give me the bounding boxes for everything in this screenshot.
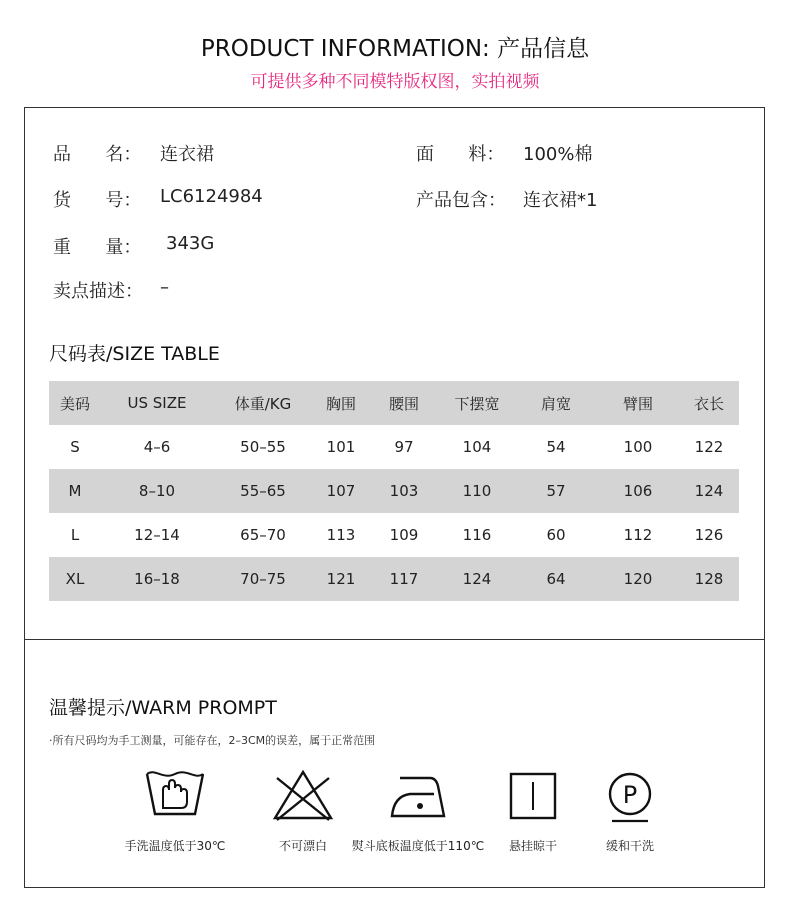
table-cell: 4–6 bbox=[143, 438, 171, 456]
table-cell: 55–65 bbox=[213, 469, 313, 513]
fabric-label: 面 料： bbox=[416, 144, 505, 165]
table-cell: 110 bbox=[439, 469, 515, 513]
no-bleach-label: 不可漂白 bbox=[278, 839, 327, 853]
table-cell: 107 bbox=[313, 469, 369, 513]
iron-icon bbox=[343, 768, 493, 824]
table-cell: 8–10 bbox=[101, 469, 213, 513]
table-cell: 50–55 bbox=[240, 438, 286, 456]
header-cell: US SIZE bbox=[101, 381, 213, 425]
selling-points-value: – bbox=[160, 277, 169, 298]
item-no-value: LC6124984 bbox=[160, 186, 263, 207]
table-cell: 116 bbox=[462, 526, 492, 544]
warm-prompt-title: 温馨提示/WARM PROMPT bbox=[49, 697, 277, 719]
measurement-note: ·所有尺码均为手工测量，可能存在，2–3CM的误差，属于正常范围 bbox=[49, 734, 376, 747]
fabric-value: 100%棉 bbox=[523, 144, 593, 165]
table-cell: 16–18 bbox=[101, 557, 213, 601]
table-cell: 121 bbox=[313, 557, 369, 601]
care-item-line-dry bbox=[488, 768, 578, 854]
line-dry-icon bbox=[488, 768, 578, 824]
iron-label: 熨斗底板温度低于110℃ bbox=[351, 839, 485, 853]
package-label: 产品包含： bbox=[416, 190, 506, 211]
header-cell: 衣长 bbox=[679, 381, 739, 425]
table-cell: 126 bbox=[694, 526, 724, 544]
table-row bbox=[49, 513, 739, 557]
name-value: 连衣裙 bbox=[160, 144, 214, 165]
table-cell: 112 bbox=[623, 526, 653, 544]
size-table-title: 尺码表/SIZE TABLE bbox=[49, 343, 220, 365]
table-cell: 106 bbox=[597, 469, 679, 513]
size-table bbox=[49, 381, 739, 601]
svg-text:P: P bbox=[622, 781, 638, 809]
table-cell: XL bbox=[49, 557, 101, 601]
dry-clean-label: 缓和干洗 bbox=[605, 839, 654, 853]
weight-label: 重 量： bbox=[53, 237, 142, 258]
size-table-header-row bbox=[49, 381, 739, 425]
table-row bbox=[49, 557, 739, 601]
no-bleach-icon bbox=[248, 768, 358, 824]
table-cell: 57 bbox=[515, 469, 597, 513]
hand-wash-label: 手洗温度低于30℃ bbox=[124, 839, 226, 853]
table-cell: L bbox=[70, 526, 80, 544]
table-cell: 128 bbox=[679, 557, 739, 601]
table-cell: 124 bbox=[439, 557, 515, 601]
selling-points-label: 卖点描述： bbox=[53, 281, 143, 302]
care-item-no-bleach bbox=[248, 768, 358, 854]
table-row bbox=[49, 469, 739, 513]
table-cell: 104 bbox=[462, 438, 492, 456]
table-cell: 97 bbox=[394, 438, 414, 456]
table-cell: 100 bbox=[623, 438, 653, 456]
table-cell: 122 bbox=[694, 438, 724, 456]
table-cell: 12–14 bbox=[134, 526, 180, 544]
table-cell: 70–75 bbox=[213, 557, 313, 601]
hand-wash-icon bbox=[105, 768, 245, 824]
table-cell: 109 bbox=[389, 526, 419, 544]
care-item-dry-clean bbox=[585, 768, 675, 854]
table-cell: 65–70 bbox=[240, 526, 286, 544]
line-dry-label: 悬挂晾干 bbox=[508, 839, 557, 853]
table-cell: M bbox=[49, 469, 101, 513]
table-cell: 120 bbox=[597, 557, 679, 601]
table-cell: 103 bbox=[369, 469, 439, 513]
header-cell: 腰围 bbox=[369, 381, 439, 425]
package-value: 连衣裙*1 bbox=[523, 190, 598, 211]
table-cell: 60 bbox=[546, 526, 566, 544]
header-cell: 胸围 bbox=[313, 381, 369, 425]
table-row bbox=[49, 425, 739, 469]
weight-value: 343G bbox=[166, 233, 215, 254]
table-cell: 124 bbox=[679, 469, 739, 513]
table-cell: 101 bbox=[326, 438, 356, 456]
page-title: PRODUCT INFORMATION: 产品信息 bbox=[200, 36, 590, 62]
dry-clean-p-icon bbox=[585, 768, 675, 824]
page-subtitle: 可提供多种不同模特版权图，实拍视频 bbox=[250, 72, 540, 92]
care-item-iron bbox=[343, 768, 493, 854]
table-cell: 117 bbox=[369, 557, 439, 601]
table-cell: 54 bbox=[546, 438, 566, 456]
table-cell: S bbox=[70, 438, 80, 456]
header-cell: 美码 bbox=[49, 381, 101, 425]
header-cell: 臂围 bbox=[597, 381, 679, 425]
header-cell: 体重/KG bbox=[213, 381, 313, 425]
section-divider bbox=[25, 639, 764, 640]
header-cell: 下摆宽 bbox=[439, 381, 515, 425]
item-no-label: 货 号： bbox=[53, 190, 142, 211]
care-item-hand-wash bbox=[105, 768, 245, 854]
header-cell: 肩宽 bbox=[515, 381, 597, 425]
table-cell: 113 bbox=[326, 526, 356, 544]
product-info-frame bbox=[24, 107, 765, 888]
table-cell: 64 bbox=[515, 557, 597, 601]
name-label: 品 名： bbox=[53, 144, 142, 165]
